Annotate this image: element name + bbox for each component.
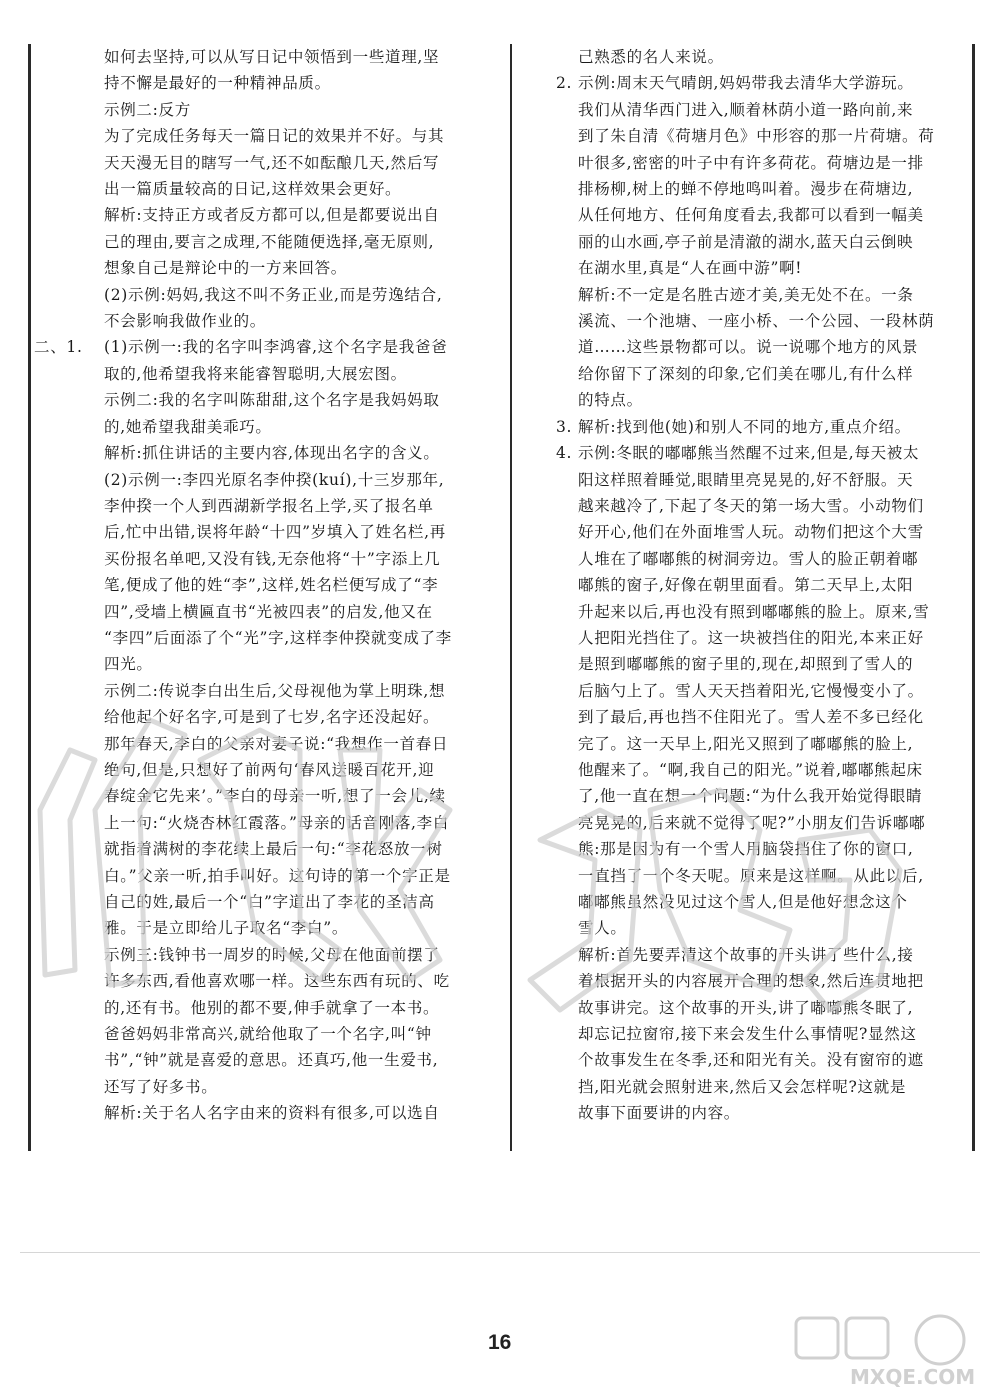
text-line: 己熟悉的名人来说。 [578, 48, 724, 66]
left-column [34, 44, 499, 1127]
text-line: 想象自己是辩论中的一方来回答。 [104, 259, 348, 278]
text-line: 溪流、一个池塘、一座小桥、一个公园、一段林荫 [578, 312, 935, 331]
text-line: 白。”父亲一听,拍手叫好。这句诗的第一个字正是 [104, 866, 451, 885]
right-column [556, 44, 966, 1127]
text-line: 如何去坚持,可以从写日记中领悟到一些道理,坚 [104, 48, 440, 66]
text-line: 示例二:我的名字叫陈甜甜,这个名字是我妈妈取 [104, 391, 440, 410]
text-line: 故事下面要讲的内容。 [578, 1104, 741, 1123]
text-line: 绝句,但是,只想好了前两句‘春风送暖百花开,迎 [104, 760, 435, 779]
text-line: 雪人。 [578, 919, 627, 938]
text-line: 为了完成任务每天一篇日记的效果并不好。与其 [104, 127, 445, 146]
text-line-content: 示例:冬眠的嘟嘟熊当然醒不过来,但是,每天被太 [578, 444, 920, 463]
text-line: 完了。这一天早上,阳光又照到了嘟嘟熊的脸上, [578, 734, 914, 753]
text-line: 示例二:传说李白出生后,父母视他为掌上明珠,想 [104, 681, 446, 700]
text-line: 解析:关于名人名字由来的资料有很多,可以选自 [104, 1104, 440, 1123]
text-line: 在湖水里,真是“人在画中游”啊! [578, 259, 803, 278]
text-line: 阳这样照着睡觉,眼睛里亮晃晃的,好不舒服。天 [578, 470, 914, 489]
text-line: 的,她希望我甜美乖巧。 [104, 417, 272, 436]
text-line: 给你留下了深刻的印象,它们美在哪儿,有什么样 [578, 364, 914, 383]
text-line: 个故事发生在冬季,还和阳光有关。没有窗帘的遮 [578, 1051, 924, 1070]
text-line: 叶很多,密密的叶子中有许多荷花。荷塘边是一排 [578, 153, 924, 172]
text-line: 书”,“钟”就是喜爱的意思。还真巧,他一生爱书, [104, 1051, 439, 1070]
text-line: (2)示例一:李四光原名李仲揆(kuí),十三岁那年, [104, 470, 445, 489]
text-line: 取的,他希望我将来能睿智聪明,大展宏图。 [104, 364, 407, 383]
text-line: 给他起个好名字,可是到了七岁,名字还没起好。 [104, 708, 440, 727]
text-line: 的,还有书。他别的都不要,伸手就拿了一本书。 [104, 998, 440, 1017]
text-line: 的特点。 [578, 391, 643, 410]
text-line: 示例二:反方 [104, 100, 191, 119]
text-line: 故事讲完。这个故事的开头,讲了嘟嘟熊冬眠了, [578, 998, 914, 1017]
left-frame-line [28, 44, 31, 1151]
text-line: 春绽金它先来’。”李白的母亲一听,想了一会儿,续 [104, 787, 446, 806]
text-line: 笔,便成了他的姓“李”,这样,姓名栏便写成了“李 [104, 576, 439, 595]
text-line: 丽的山水画,亭子前是清澈的湖水,蓝天白云倒映 [578, 232, 914, 251]
text-line: 他醒来了。“啊,我自己的阳光。”说着,嘟嘟熊起床 [578, 760, 923, 779]
text-line: 爸爸妈妈非常高兴,就给他取了一个名字,叫“钟 [104, 1025, 432, 1044]
text-line: 解析:抓住讲话的主要内容,体现出名字的含义。 [104, 444, 440, 463]
text-line: 持不懈是最好的一种精神品质。 [104, 74, 331, 93]
text-line [556, 440, 966, 466]
text-line: (2)示例:妈妈,我这不叫不务正业,而是劳逸结合, [104, 285, 443, 304]
text-line: 人把阳光挡住了。这一块被挡住的阳光,本来正好 [578, 628, 924, 647]
text-line: 嘟熊的窗子,好像在朝里面看。第二天早上,太阳 [578, 576, 914, 595]
text-line: 天天漫无目的瞎写一气,还不如酝酿几天,然后写 [104, 153, 440, 172]
text-line: 四光。 [104, 655, 153, 674]
text-line: 后,忙中出错,误将年龄“十四”岁填入了姓名栏,再 [104, 523, 446, 542]
text-line: 许多东西,看他喜欢哪一样。这些东西有玩的、吃 [104, 972, 450, 991]
section-label: 二、1. [34, 338, 83, 357]
text-line: 着根据开头的内容展开合理的想象,然后连贯地把 [578, 972, 924, 991]
text-line: 不会影响我做作业的。 [104, 312, 267, 331]
text-line: 一直挡了一个冬天呢。原来是这样啊。从此以后, [578, 866, 924, 885]
column-divider [510, 44, 512, 1151]
text-line: “李四”后面添了个“光”字,这样李仲揆就变成了李 [104, 628, 452, 647]
text-line: 到了朱自清《荷塘月色》中形容的那一片荷塘。荷 [578, 127, 935, 146]
text-line: 解析:首先要弄清这个故事的开头讲了些什么,接 [578, 945, 914, 964]
text-line: 出一篇质量较高的日记,这样效果会更好。 [104, 180, 402, 199]
text-line: 挡,阳光就会照射进来,然后又会怎样呢?这就是 [578, 1077, 907, 1096]
bottom-rule [20, 1252, 980, 1253]
text-line: 四”,受墙上横匾直书“光被四表”的启发,他又在 [104, 602, 433, 621]
text-line: 越来越冷了,下起了冬天的第一场大雪。小动物们 [578, 496, 924, 515]
item-label: 3. [556, 417, 573, 436]
page-number: 16 [488, 1331, 512, 1354]
text-line: 买份报名单吧,又没有钱,无奈他将“十”字添上几 [104, 549, 441, 568]
text-line: 就指着满树的李花续上最后一句:“李花怒放一树 [104, 840, 443, 859]
logo-watermark [790, 1310, 990, 1390]
svg-text:MXQE.COM: MXQE.COM [850, 1365, 976, 1389]
text-line: 我们从清华西门进入,顺着林荫小道一路向前,来 [578, 100, 914, 119]
item-label: 4. [556, 444, 573, 463]
text-line: 是照到嘟嘟熊的窗子里的,现在,却照到了雪人的 [578, 655, 914, 674]
text-line: 解析:支持正方或者反方都可以,但是都要说出自 [104, 206, 440, 225]
text-line-content: 解析:找到他(她)和别人不同的地方,重点介绍。 [578, 417, 911, 436]
text-line-content: 示例:周末天气晴朗,妈妈带我去清华大学游玩。 [578, 74, 914, 93]
text-line: 升起来以后,再也没有照到嘟嘟熊的脸上。原来,雪 [578, 602, 930, 621]
text-line: 那年春天,李白的父亲对妻子说:“我想作一首春日 [104, 734, 449, 753]
text-line: 从任何地方、任何角度看去,我都可以看到一幅美 [578, 206, 924, 225]
text-line [556, 414, 966, 440]
right-frame-line [972, 44, 975, 1151]
item-label: 2. [556, 74, 573, 93]
text-line-content: (1)示例一:我的名字叫李鸿睿,这个名字是我爸爸 [104, 338, 448, 357]
text-line: 排杨柳,树上的蝉不停地鸣叫着。漫步在荷塘边, [578, 180, 914, 199]
text-line: 亮晃晃的,后来就不觉得了呢?”小朋友们告诉嘟嘟 [578, 813, 926, 832]
text-line: 道……这些景物都可以。说一说哪个地方的风景 [578, 338, 919, 357]
text-line: 到了最后,再也挡不住阳光了。雪人差不多已经化 [578, 708, 924, 727]
text-line: 雅。于是立即给儿子取名“李白”。 [104, 919, 349, 938]
text-line: 解析:不一定是名胜古迹才美,美无处不在。一条 [578, 285, 914, 304]
text-line: 嘟嘟熊虽然没见过这个雪人,但是他好想念这个 [578, 893, 908, 911]
text-line [556, 70, 966, 96]
text-line: 了,他一直在想一个问题:“为什么我开始觉得眼睛 [578, 787, 923, 806]
text-line: 熊:那是因为有一个雪人用脑袋挡住了你的窗口, [578, 840, 914, 859]
text-line: 还写了好多书。 [104, 1077, 218, 1096]
text-line: 后脑勺上了。雪人天天挡着阳光,它慢慢变小了。 [578, 681, 924, 700]
text-line: 上一句:“火烧杏林红霞落。”母亲的话音刚落,李白 [104, 813, 450, 832]
text-line: 却忘记拉窗帘,接下来会发生什么事情呢?显然这 [578, 1025, 917, 1044]
text-line: 己的理由,要言之成理,不能随便选择,毫无原则, [104, 232, 435, 251]
text-line: 自己的姓,最后一个“白”字道出了李花的圣洁高 [104, 893, 435, 911]
text-line: 好开心,他们在外面堆雪人玩。动物们把这个大雪 [578, 523, 924, 542]
text-line: 示例三:钱钟书一周岁的时候,父母在他面前摆了 [104, 945, 440, 964]
text-line [34, 334, 499, 360]
text-line: 人堆在了嘟嘟熊的树洞旁边。雪人的脸正朝着嘟 [578, 549, 919, 568]
text-line: 李仲揆一个人到西湖新学报名上学,买了报名单 [104, 496, 434, 515]
